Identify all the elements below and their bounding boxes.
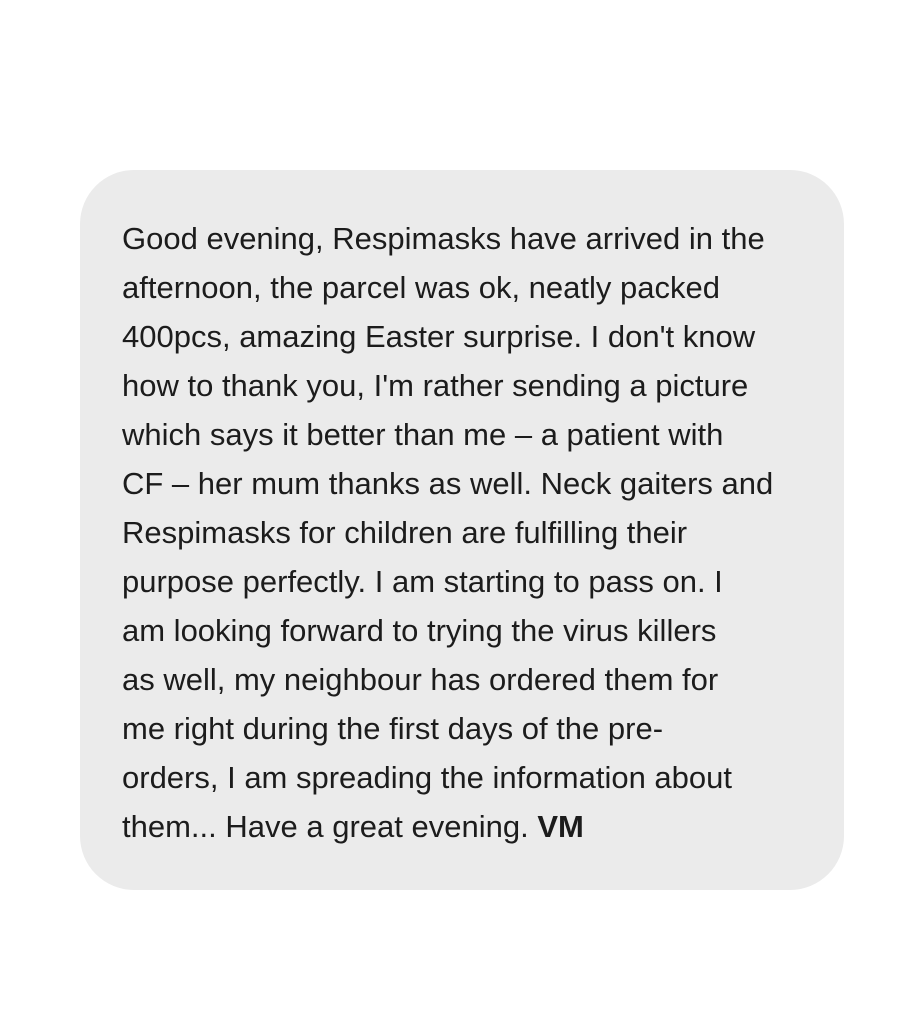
message-line: CF – her mum thanks as well. Neck gaiters and (122, 466, 774, 501)
message-line: which says it better than me – a patient with (122, 417, 724, 452)
message-line: am looking forward to trying the virus killers (122, 613, 717, 648)
message-line: Good evening, Respimasks have arrived in the (122, 221, 765, 256)
message-line: as well, my neighbour has ordered them for (122, 662, 719, 697)
message-text (122, 214, 822, 851)
message-line: orders, I am spreading the information about (122, 760, 733, 795)
message-line: purpose perfectly. I am starting to pass on. I (122, 564, 723, 599)
message-bubble (80, 170, 844, 890)
message-line: 400pcs, amazing Easter surprise. I don't know (122, 319, 756, 354)
message-line: me right during the first days of the pre- (122, 711, 664, 746)
message-line: Respimasks for children are fulfilling their (122, 515, 688, 550)
message-line: afternoon, the parcel was ok, neatly packed (122, 270, 720, 305)
message-last-line: them... Have a great evening. (122, 809, 529, 844)
message-line: how to thank you, I'm rather sending a picture (122, 368, 749, 403)
signature: VM (537, 809, 584, 844)
